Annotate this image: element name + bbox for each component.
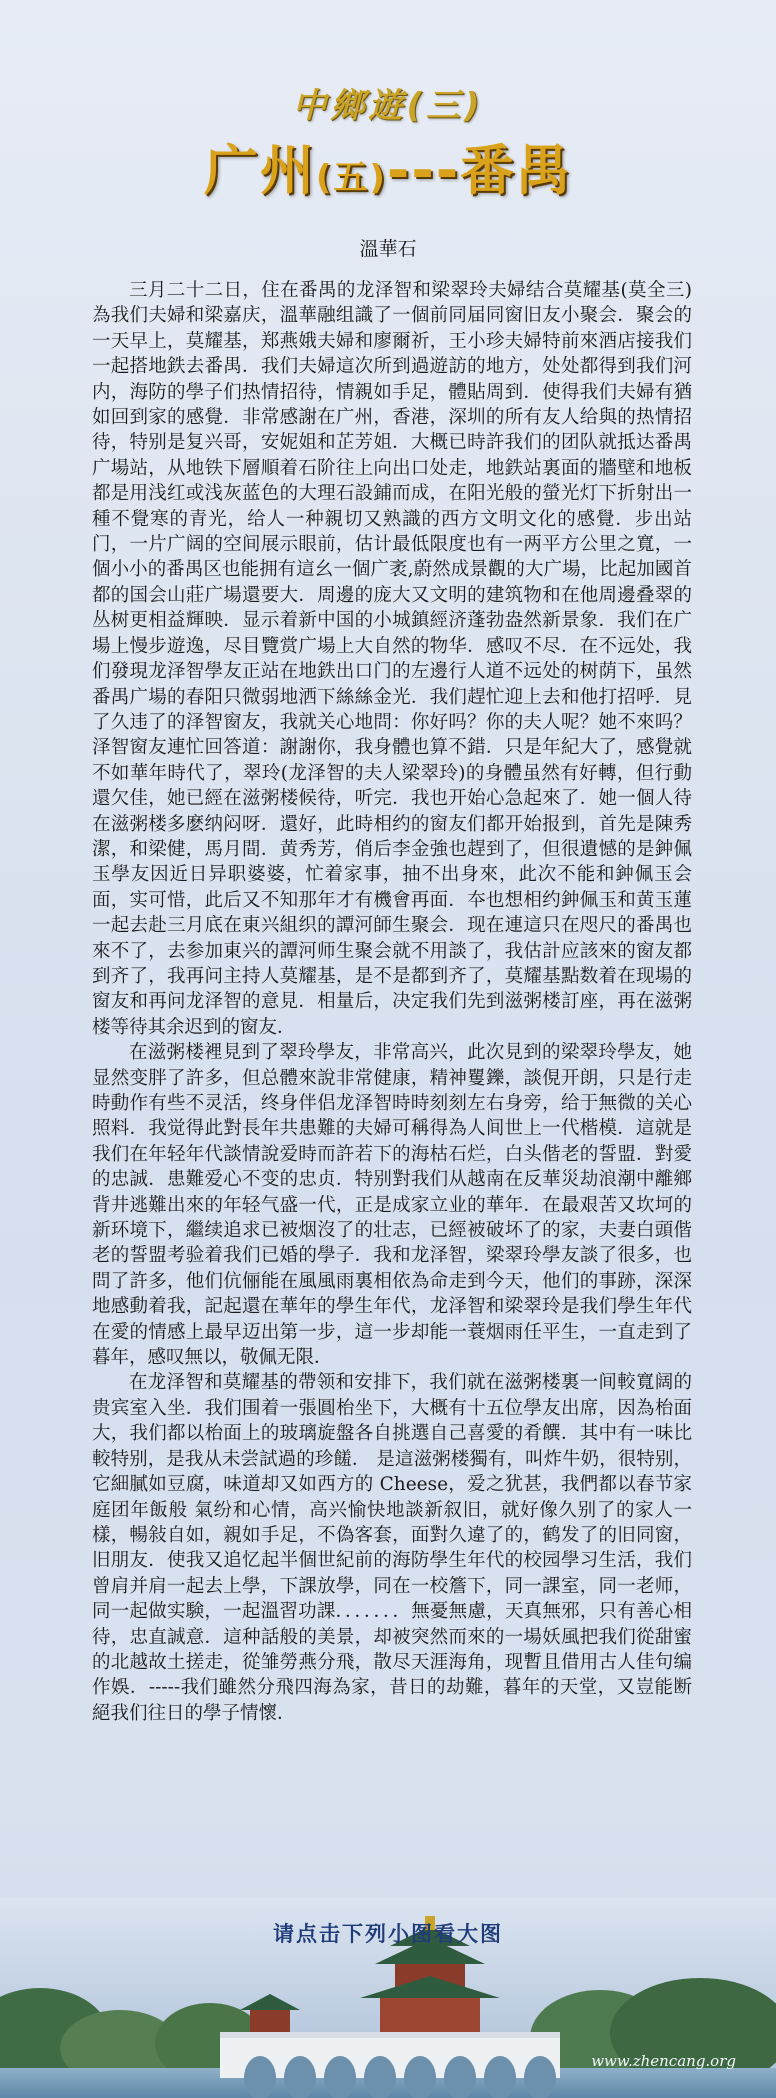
article-paragraph: 在龙泽智和莫耀基的帶领和安排下，我们就在滋粥楼裏一间較寬阔的贵宾室入坐．我们围着一張圓枱坐下，大概有十五位學友出席，因為枱面大，我们都以枱面上的玻璃旋盤各自挑選自己喜愛的肴饌．其中有一味比較特别，是我从未尝試過的珍饈． 是這滋粥楼獨有，叫炸牛奶，很特别，它細膩如豆腐，味道却又如西方的 Cheese，爱之犹甚，我們都以春节家庭团年飯般 氣纷和心情，高兴愉快地談新叙旧，就好像久别了的家人一樣，暢敍自如，親如手足，不偽客套，面對久違了的，鹤发了的旧同窗，旧朋友．使我又追忆起半個世紀前的海防學生年代的校园學习生活，我们曾肩并肩一起去上學，下課放學，同在一校簷下，同一課室，同一老师，同一起做实験，一起溫習功課．．．．．．．無憂無慮，天真無邪，只有善心相待，忠直誠意．這种話般的美景，却被突然而來的一場妖風把我们從甜蜜的北越故土搓走，從雏勞燕分飛，散尽天涯海角，现暫且借用古人佳句编作娛．-----我们雖然分飛四海為家，昔日的劫難，暮年的天堂，又豈能断絕我们往日的學子情懷． <box>92 1372 692 1724</box>
series-title: 中鄉遊(三) <box>292 86 484 126</box>
title-city: 广州 <box>203 139 316 202</box>
article-body <box>92 278 692 1726</box>
article-paragraph: 在滋粥楼裡見到了翠玲學友，非常高兴，此次見到的梁翠玲學友，她显然变胖了許多，但总體來說非常健康，精神矍鑠，談俔开朗，只是行走時動作有些不灵活，终身伴侣龙泽智時時刻刻左右身旁，给于無微的关心照料．我觉得此對長年共患難的夫婦可稱得為人间世上一代楷模．這就是我们在年轻年代談情說爱時而許若下的海枯石烂，白头偕老的誓盟．對愛的忠誠．患難爱心不变的忠贞．特别對我们从越南在反華災劫浪潮中離鄉背井逃難出來的年轻气盛一代，正是成家立业的華年．在最艰苦又坎坷的新环境下，繼续追求已被烟沒了的壮志，已經被破坏了的家，夫妻白頭偕老的誓盟考验着我们已婚的學子．我和龙泽智，梁翠玲學友談了很多，也問了許多，他们伉俪能在風風雨裏相依為命走到今天，他们的事跡，深深地感動着我，記起還在華年的學生年代，龙泽智和梁翠玲是我们學生年代在愛的情感上最早迈出第一步，這一步却能一蓑烟雨任平生，一直走到了暮年，感叹無以，敬佩无限． <box>92 1042 692 1369</box>
title-part-number: (五) <box>315 158 387 198</box>
article-paragraph: 三月二十二日，住在番禺的龙泽智和梁翠玲夫婦结合莫耀基(莫全三)為我们夫婦和梁嘉庆，溫華融组識了一個前同届同窗旧友小聚会．聚会的一天早上，莫耀基，郑燕娥夫婦和廖爾祈，王小珍夫婦特前來酒店接我们一起搭地鉄去番禺．我们夫婦這次所到過遊訪的地方，处处都得到我们河内，海防的學子们热情招待，情親如手足，體貼周到．使得我们夫婦有猶如回到家的感覺．非常感謝在广州，香港，深圳的所有友人给與的热情招待，特别是复兴哥，安妮姐和芷芳姐．大概已時許我们的团队就抵达番禺广場站，从地铁下層順着石阶往上向出口处走，地鉄站裏面的牆壁和地板都是用浅红或浅灰蓝色的大理石設鋪而成，在阳光般的螢光灯下折射出一種不覺寒的青光，给人一种親切又熟識的西方文明文化的感覺．步出站门，一片广阔的空间展示眼前，估计最低限度也有一两平方公里之寬，一個小小的番禺区也能拥有這幺一個广袤,蔚然成景觀的大广場，比起加國首都的国会山莊广場還要大．周邊的庞大又文明的建筑物和在他周邊叠翠的丛树更相益輝映．显示着新中国的小城鎮經济蓬勃盎然新景象．我们在广場上慢步遊逸，尽目覽赏广場上大自然的物华．感叹不尽．在不远处，我们發現龙泽智學友正站在地鉄出口门的左邊行人道不远处的树荫下，虽然番禺广場的春阳只微弱地洒下絲絲金光．我们趕忙迎上去和他打招呼．見了久违了的泽智窗友，我就关心地問：你好吗？你的夫人呢？她不來吗？泽智窗友連忙回答道：謝謝你，我身體也算不錯．只是年紀大了，感覺就不如華年時代了，翠玲(龙泽智的夫人梁翠玲)的身體虽然有好轉，但行動還欠佳，她已經在滋粥楼候待，听完．我也开始心急起來了．她一個人待在滋粥楼多麽纳闷呀．還好，此時相约的窗友们都开始报到，首先是陳秀潔，和梁健，馬月間．黄秀芳，俏后李金強也趕到了，但很遺憾的是鈡佩玉學友因近日异职婆婆，忙着家事，抽不出身來，此次不能和鈡佩玉会面，实可惜，此后又不知那年才有機會再面．夲也想相约鈡佩玉和黄玉蓮一起去赴三月底在東兴組织的譚河師生聚会．现在連這只在咫尺的番禺也來不了，去参加東兴的譚河师生聚会就不用談了，我估計应該來的窗友都到齐了，我再问主持人莫耀基，是不是都到齐了，莫耀基點数着在现場的窗友和再问龙泽智的意見．相量后，决定我们先到滋粥楼訂座，再在滋粥楼等待其余迟到的窗友． <box>92 280 692 1038</box>
site-watermark: www.zhencang.org <box>591 2052 736 2070</box>
title-district: ---番禺 <box>386 139 573 202</box>
view-large-images-link[interactable]: 请点击下列小图看大图 <box>273 1922 503 1946</box>
footer-banner[interactable] <box>0 1898 776 2098</box>
author-name: 溫華石 <box>359 238 417 260</box>
page-title <box>0 128 776 205</box>
